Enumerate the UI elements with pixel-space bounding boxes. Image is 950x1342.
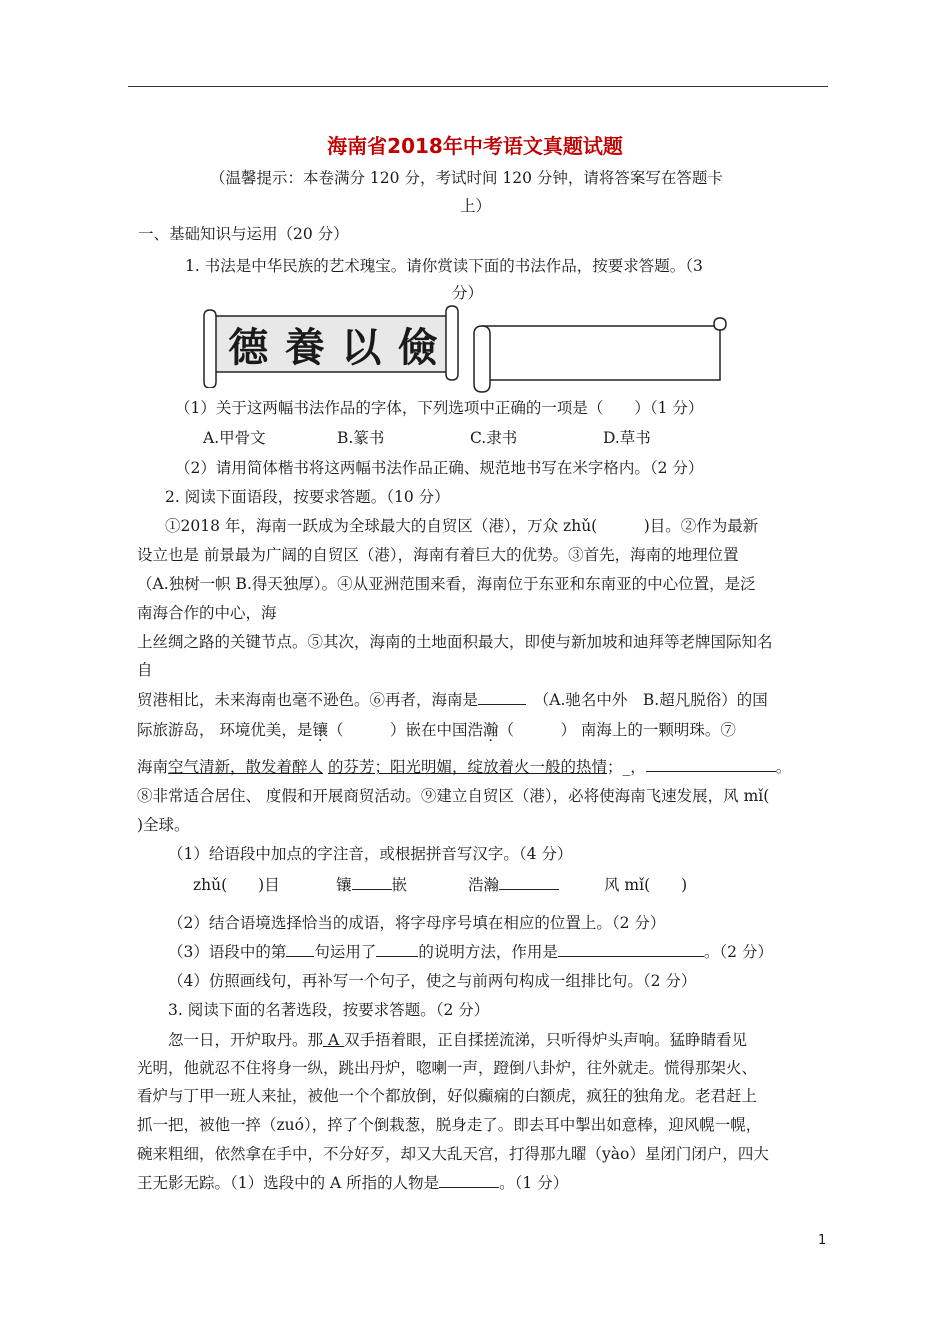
q2-para-line: 设立也是 前景最为广阔的自贸区（港），海南有着巨大的优势。③首先，海南的地理位置 (137, 546, 739, 564)
page-title: 海南省2018年中考语文真题试题 (327, 134, 623, 158)
q3-passage-line: 看炉与丁甲一班人来扯，被他一个个都放倒，好似癫痫的白额虎，疯狂的独角龙。老君赶上 (137, 1087, 758, 1105)
text-span: （3）语段中的第 (168, 943, 287, 961)
text-span: 嵌 (391, 876, 408, 894)
q2-para-line: （A.独树一帜 B.得天独厚）。④从亚洲范围来看，海南位于东亚和东南亚的中心位置，是泛 (137, 575, 756, 593)
q2-para-line: )全球。 (137, 816, 190, 834)
q3-passage-line (137, 1173, 568, 1193)
underlined-sentence: 空气清新，散发着醉人 (168, 758, 324, 776)
q2-sub1: （1）给语段中加点的字注音，或根据拼音写汉字。（4 分） (168, 845, 573, 863)
answer-blank[interactable] (478, 690, 526, 705)
pinyin-item (336, 875, 407, 895)
q1-stem: 1. 书法是中华民族的艺术瑰宝。请你赏读下面的书法作品，按要求答题。（3 (185, 257, 703, 275)
text-span: 海南 (137, 758, 169, 776)
text-span: 句运用了 (314, 943, 377, 961)
text-span: 忽一日，开炉取丹。那 (168, 1031, 324, 1049)
q2-para-line (137, 720, 736, 740)
q2-para-line: ⑧非常适合居住、 度假和开展商贸活动。⑨建立自贸区（港），必将使海南飞速发展，风 mǐ( (137, 787, 770, 805)
text-span: 双手捂着眼，正自揉搓流涕，只听得炉头声响。猛睁睛看见 (344, 1031, 748, 1049)
dotted-char: 镶 (312, 721, 328, 739)
text-span: （ ） 南海上的一颗明珠。⑦ (498, 721, 736, 739)
answer-blank[interactable] (352, 875, 392, 890)
q2-para-line: 自 (137, 661, 153, 679)
q2-para-line (137, 757, 791, 777)
underlined-sentence: 的芬芳；阳光明媚，绽放着火一般的热情 (327, 758, 607, 776)
calligraphy-char: 以 (341, 323, 382, 371)
q2-para-line: 上丝绸之路的关键节点。⑤其次，海南的土地面积最大，即使与新加坡和迪拜等老牌国际知名 (137, 633, 773, 651)
calligraphy-char: 儉 (397, 323, 438, 371)
answer-blank[interactable] (558, 942, 704, 957)
q1-stem-cont: 分） (452, 284, 484, 302)
answer-blank[interactable] (646, 757, 776, 772)
option-b: B.篆书 (337, 429, 385, 447)
notice-line1: （温馨提示：本卷满分 120 分，考试时间 120 分钟，请将答案写在答题卡 (210, 169, 723, 187)
q1-sub2: （2）请用简体楷书将这两幅书法作品正确、规范地书写在米字格内。（2 分） (175, 459, 704, 477)
text-span: 。 (775, 758, 792, 776)
q3-passage-line (168, 1030, 747, 1050)
answer-blank[interactable] (439, 1173, 499, 1188)
dotted-char: 瀚 (482, 721, 499, 739)
text-span: 际旅游岛， 环境优美，是 (137, 721, 313, 739)
text-span: （A.驰名中外 B.超凡脱俗）的国 (541, 691, 768, 709)
blank-writing-scroll[interactable] (470, 314, 730, 394)
text-span: 王无影无踪。（1）选段中的 A 所指的人物是 (137, 1174, 440, 1192)
text-span: ；_， (606, 758, 646, 776)
blank-scroll-icon (470, 314, 730, 394)
calligraphy-char: 德 (228, 323, 269, 371)
calligraphy-text (220, 316, 446, 372)
q2-para-line: 南海合作的中心，海 (137, 604, 277, 622)
q2-para-line (137, 690, 768, 710)
answer-blank[interactable] (499, 875, 559, 890)
page-number: 1 (818, 1233, 827, 1248)
text-span: （ ）嵌在中国浩 (327, 721, 483, 739)
header-rule (128, 86, 828, 87)
pinyin-item: 风 mǐ( ) (604, 876, 688, 894)
q1-sub1: （1）关于这两幅书法作品的字体，下列选项中正确的一项是（ ）（1 分） (175, 399, 704, 417)
q3-passage-line: 碗来粗细，依然拿在手中，不分好歹，却又大乱天宫，打得那九曜（yào）星闭门闭户，四大 (137, 1145, 769, 1163)
q2-sub3 (168, 942, 773, 962)
text-span: 浩瀚 (468, 876, 500, 894)
q2-sub2: （2）结合语境选择恰当的成语，将字母序号填在相应的位置上。（2 分） (168, 914, 666, 932)
calligraphy-scroll (200, 302, 462, 388)
q2-stem: 2. 阅读下面语段，按要求答题。（10 分） (165, 488, 450, 506)
pinyin-item (468, 875, 559, 895)
calligraphy-char: 養 (284, 323, 325, 371)
q2-sub4: （4）仿照画线句，再补写一个句子，使之与前两句构成一组排比句。（2 分） (168, 972, 697, 990)
section-heading: 一、基础知识与运用（20 分） (138, 225, 349, 243)
text-span: 贸港相比，未来海南也毫不逊色。⑥再者，海南是 (137, 691, 479, 709)
underlined-label: A (323, 1031, 345, 1049)
option-c: C.隶书 (470, 429, 518, 447)
text-span: 。（1 分） (499, 1174, 569, 1192)
text-span: 。（2 分） (703, 943, 773, 961)
answer-blank[interactable] (286, 942, 314, 957)
answer-blank[interactable] (376, 942, 418, 957)
notice-line2: 上） (460, 197, 492, 215)
q3-passage-line: 抓一把，被他一捽（zuó），捽了个倒栽葱，脱身走了。即去耳中掣出如意棒，迎风幌一幌， (137, 1116, 762, 1134)
option-a: A.甲骨文 (203, 429, 266, 447)
option-d: D.草书 (603, 429, 651, 447)
pinyin-item: zhǔ( )目 (193, 876, 280, 894)
q2-para-line: ①2018 年，海南一跃成为全球最大的自贸区（港），万众 zhǔ( )目。②作为最新 (165, 517, 759, 535)
text-span: 的说明方法，作用是 (418, 943, 558, 961)
q3-stem: 3. 阅读下面的名著选段，按要求答题。（2 分） (168, 1001, 490, 1019)
q3-passage-line: 光明，他就忍不住将身一纵，跳出丹炉，唿喇一声，蹬倒八卦炉，往外就走。慌得那架火、 (137, 1059, 758, 1077)
text-span: 镶 (336, 876, 352, 894)
